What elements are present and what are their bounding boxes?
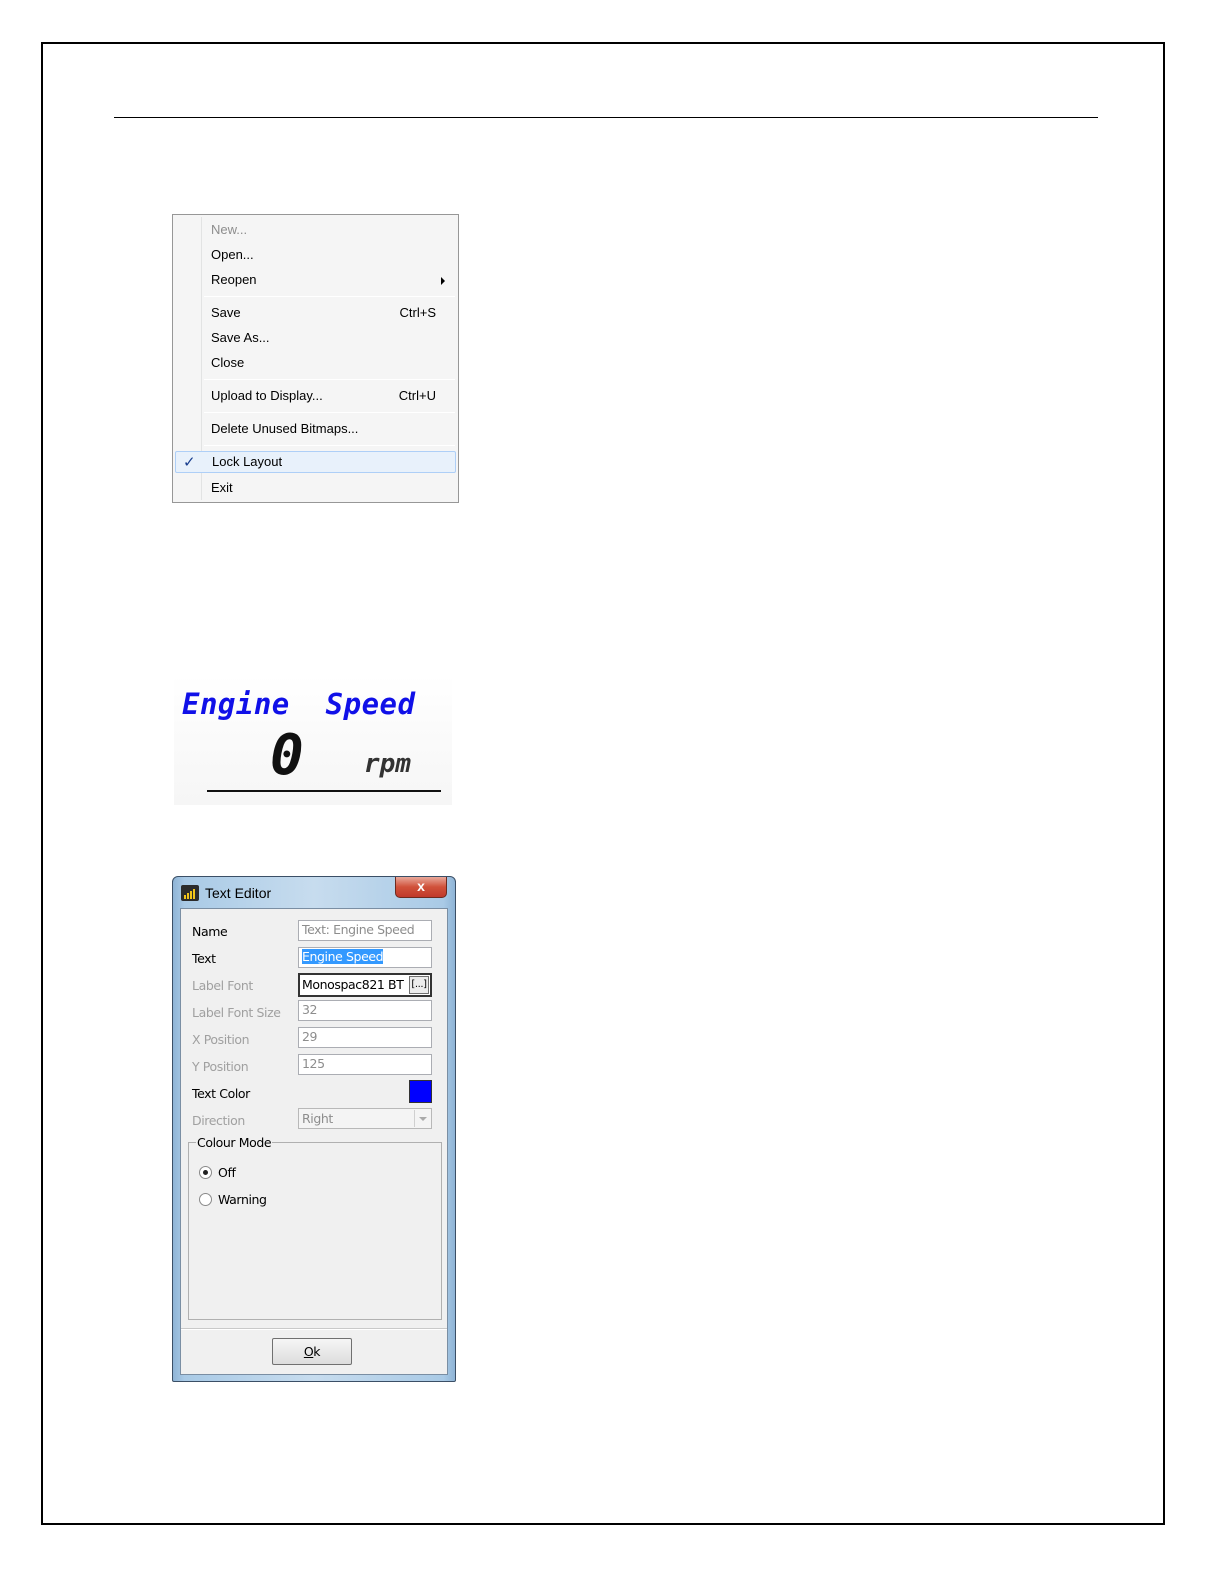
radio-warning-label[interactable]: Warning (218, 1192, 267, 1207)
gauge-title: Engine Speed (182, 687, 416, 721)
menu-item-label: Save (211, 305, 241, 320)
radio-off[interactable] (199, 1166, 212, 1179)
text-editor-window (172, 876, 456, 1382)
menu-item-label: Delete Unused Bitmaps... (211, 421, 359, 436)
name-field[interactable]: Text: Engine Speed (298, 920, 432, 941)
menu-item-label: New... (211, 222, 248, 237)
window-title: Text Editor (205, 885, 272, 901)
label-font-value: Monospac821 BT (302, 977, 404, 992)
file-menu (172, 214, 459, 503)
menu-shortcut: Ctrl+S (399, 305, 436, 320)
footer-separator (181, 1328, 447, 1330)
checkmark-icon: ✓ (183, 454, 196, 471)
menu-item-exit[interactable] (175, 477, 456, 499)
y-position-field[interactable]: 125 (298, 1054, 432, 1075)
direction-label: Direction (192, 1113, 245, 1128)
y-position-label: Y Position (192, 1059, 249, 1074)
label-font-size-field[interactable]: 32 (298, 1000, 432, 1021)
menu-item-new[interactable] (175, 219, 456, 241)
header-rule (114, 117, 1098, 118)
chevron-down-icon (414, 1110, 430, 1127)
ok-label-rest: k (313, 1344, 321, 1359)
menu-item-label: Exit (211, 480, 233, 495)
radio-off-label[interactable]: Off (218, 1165, 236, 1180)
radio-warning[interactable] (199, 1193, 212, 1206)
text-label: Text (192, 951, 216, 966)
menu-item-label: Upload to Display... (211, 388, 323, 403)
x-position-field[interactable]: 29 (298, 1027, 432, 1048)
engine-speed-gauge (174, 675, 452, 805)
menu-item-close[interactable] (175, 352, 456, 374)
direction-select[interactable] (298, 1108, 432, 1129)
menu-item-label: Save As... (211, 330, 270, 345)
name-label: Name (192, 924, 228, 939)
label-font-field[interactable] (298, 973, 432, 997)
text-field[interactable] (298, 947, 432, 968)
menu-item-save[interactable] (175, 302, 456, 324)
x-position-label: X Position (192, 1032, 250, 1047)
menu-item-label: Reopen (211, 272, 257, 287)
menu-item-label: Close (211, 355, 245, 370)
menu-shortcut: Ctrl+U (398, 388, 436, 403)
menu-item-lock-layout[interactable] (175, 451, 456, 473)
menu-item-delete-unused-bitmaps[interactable] (175, 418, 456, 440)
ok-button[interactable] (272, 1338, 352, 1365)
label-font-size-label: Label Font Size (192, 1005, 281, 1020)
menu-item-upload-to-display[interactable] (175, 385, 456, 407)
menu-separator (204, 412, 455, 413)
ok-mnemonic: O (303, 1344, 314, 1359)
selected-text: Engine Speed (302, 949, 384, 964)
menu-item-reopen[interactable] (175, 269, 456, 291)
colour-mode-title: Colour Mode (197, 1135, 272, 1150)
editor-client-area (180, 908, 448, 1375)
menu-separator (204, 379, 455, 380)
menu-separator (204, 445, 455, 446)
font-browse-button[interactable]: [...] (409, 976, 429, 994)
direction-value: Right (302, 1111, 333, 1126)
app-icon (181, 885, 199, 901)
menu-item-open[interactable] (175, 244, 456, 266)
gauge-underline (207, 790, 441, 792)
submenu-arrow-icon (441, 277, 445, 285)
menu-item-save-as[interactable] (175, 327, 456, 349)
label-font-label: Label Font (192, 978, 253, 993)
gauge-value: 0 (270, 723, 304, 788)
gauge-unit: rpm (364, 749, 411, 779)
menu-separator (204, 296, 455, 297)
menu-item-label: Lock Layout (212, 454, 283, 469)
menu-item-label: Open... (211, 247, 254, 262)
close-icon[interactable]: x (395, 877, 447, 898)
text-color-swatch[interactable] (409, 1080, 432, 1103)
text-color-label: Text Color (192, 1086, 250, 1101)
title-bar[interactable] (173, 877, 455, 907)
